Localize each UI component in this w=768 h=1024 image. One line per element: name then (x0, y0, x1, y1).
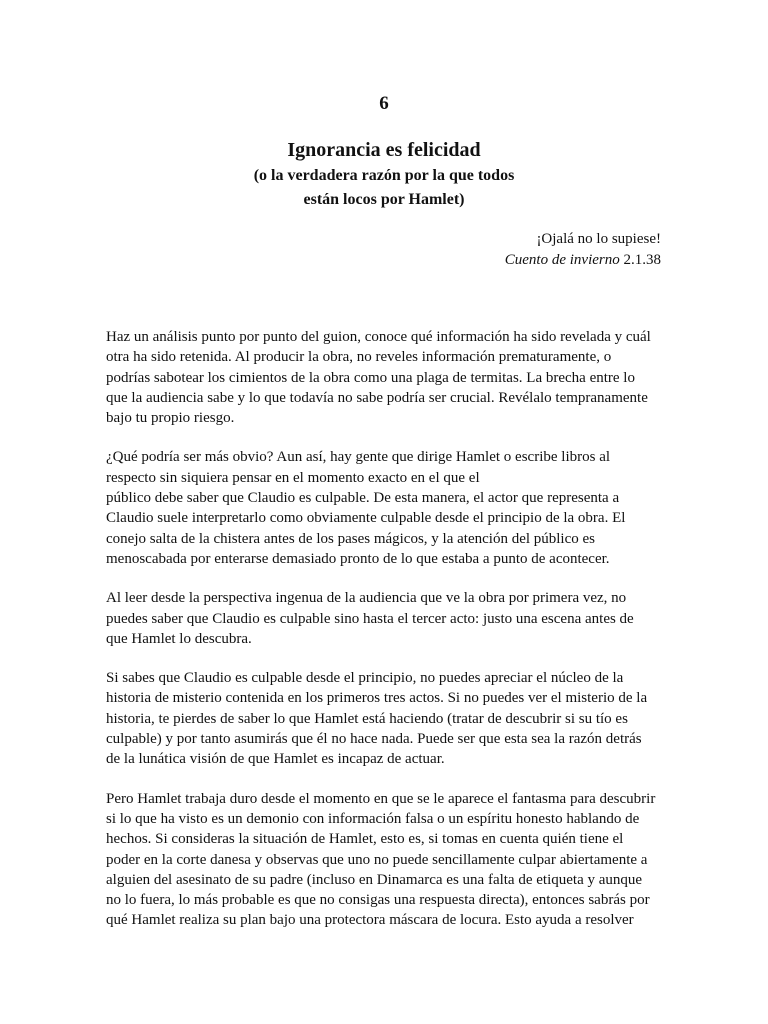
paragraph-line: que Hamlet lo descubra. (106, 630, 252, 647)
paragraph-line: conejo salta de la chistera antes de los pases mágicos, y la atención del público es (106, 530, 596, 547)
paragraph-line: historia, te pierdes de saber lo que Hamlet está haciendo (tratar de descubrir si su tío es (106, 710, 628, 727)
paragraph-line: de la lunática visión de que Hamlet es incapaz de actuar. (106, 751, 445, 768)
paragraph-line: otra ha sido retenida. Al producir la obra, no reveles información prematuramente, o (106, 349, 612, 366)
paragraph-line: Si sabes que Claudio es culpable desde el principio, no puedes apreciar el núcleo de la (106, 670, 624, 687)
paragraph-line: ¿Qué podría ser más obvio? Aun así, hay gente que dirige Hamlet o escribe libros al (106, 449, 611, 466)
chapter-subtitle-line: (o la verdadera razón por la que todos (253, 167, 515, 184)
body-text (106, 327, 662, 950)
paragraph-line: respecto sin siquiera pensar en el momento exacto en el que el (106, 469, 480, 486)
chapter-subtitle-line: están locos por Hamlet) (303, 191, 465, 208)
paragraph-line: culpable) y por tanto asumirás que él no hace nada. Puede ser que esta sea la razón detrás (106, 731, 642, 748)
paragraph-line: poder en la corte danesa y observas que uno no puede sencillamente culpar abiertamente a (106, 851, 648, 868)
paragraph-line: podrías sabotear los cimientos de la obra como una plaga de termitas. La brecha entre lo (106, 369, 635, 386)
paragraph-line: alguien del asesinato de su padre (incluso en Dinamarca es una falta de etiqueta y aunque (106, 871, 643, 888)
paragraph-line: si lo que ha visto es un demonio con información falsa o un espíritu honesto hablando de (106, 810, 640, 827)
paragraph-line: puedes saber que Claudio es culpable sino hasta el tercer acto: justo una escena antes de (106, 610, 634, 627)
paragraph-line: que la audiencia sabe y lo que todavía no sabe podría ser crucial. Revélalo tempranamente (106, 389, 648, 406)
paragraph-line: Claudio suele interpretarlo como obviamente culpable desde el principio de la obra. El (106, 510, 626, 527)
paragraph-line: Al leer desde la perspectiva ingenua de la audiencia que ve la obra por primera vez, no (106, 590, 627, 607)
epigraph-quote: ¡Ojalá no lo supiese! (536, 231, 661, 247)
paragraph-line: Pero Hamlet trabaja duro desde el momento en que se le aparece el fantasma para descubrir (106, 790, 656, 807)
epigraph-work: Cuento de invierno (504, 252, 620, 268)
paragraph-line: público debe saber que Claudio es culpable. De esta manera, el actor que representa a (106, 490, 620, 507)
chapter-title: Ignorancia es felicidad (287, 139, 481, 161)
paragraph-line: Haz un análisis punto por punto del guion, conoce qué información ha sido revelada y cuál (106, 329, 651, 345)
paragraph-line: qué Hamlet realiza su plan bajo una protectora máscara de locura. Esto ayuda a resolver (106, 912, 634, 929)
paragraph-line: no lo fuera, lo más probable es que no consigas una respuesta directa), entonces sabrás por (106, 892, 650, 909)
paragraph-line: hechos. Si consideras la situación de Hamlet, esto es, si tomas en cuenta quién tiene el (106, 831, 624, 848)
body-paragraph (106, 789, 662, 931)
paragraph-line: menoscabada por enterarse demasiado pronto de lo que estaba a punto de acontecer. (106, 550, 610, 567)
paragraph-line: historia de misterio contenida en los primeros tres actos. Si no puedes ver el misterio de la (106, 690, 648, 707)
chapter-subtitle (0, 164, 768, 212)
chapter-number: 6 (379, 93, 389, 114)
body-paragraph (106, 447, 662, 569)
body-paragraph (106, 668, 662, 769)
epigraph-reference: 2.1.38 (619, 252, 661, 268)
epigraph (505, 229, 661, 271)
paragraph-line: bajo tu propio riesgo. (106, 410, 235, 427)
body-paragraph (106, 588, 662, 649)
body-paragraph (106, 327, 662, 428)
epigraph-citation (505, 250, 661, 271)
